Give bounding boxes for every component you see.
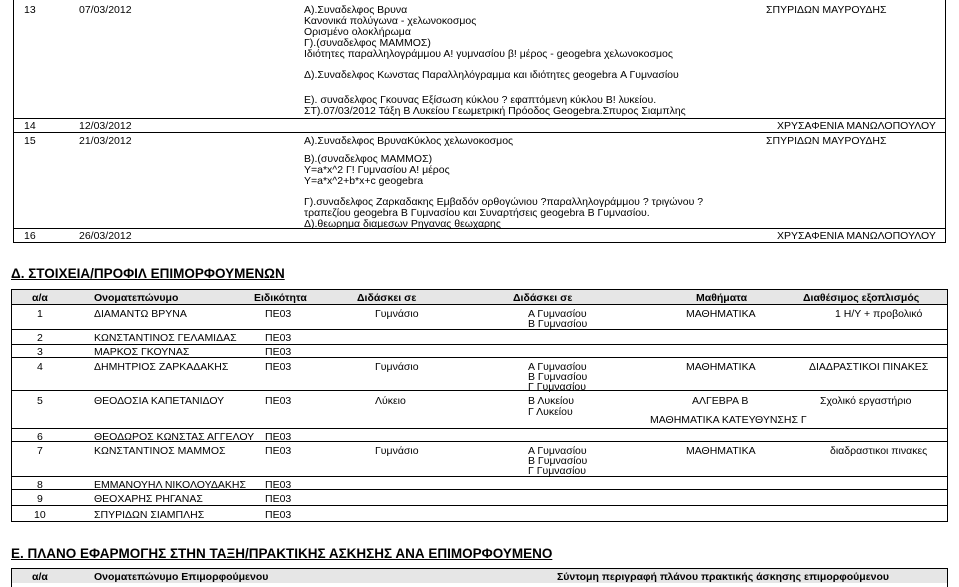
trainee-name: ΘΕΟΔΟΣΙΑ ΚΑΠΕΤΑΝΙΔΟΥ [94,395,225,407]
grid-line [11,568,12,587]
activity-line: Δ).θεωρημα διαμεσων Ρηγανας θεωχαρης [304,218,501,230]
trainee-name: ΚΩΝΣΤΑΝΤΙΝΟΣ ΓΕΛΑΜΙΔΑΣ [94,332,237,344]
trainee-name: ΜΑΡΚΟΣ ΓΚΟΥΝΑΣ [94,346,190,358]
trainee-name: ΣΠΥΡΙΔΩΝ ΣΙΑΜΠΛΗΣ [94,509,205,521]
specialty: ΠΕ03 [265,445,292,457]
activity-line: Y=a*x^2+b*x+c geogebra [304,175,424,187]
grid-line [11,521,948,522]
row-index: 1 [37,308,43,320]
trainee-name: ΔΙΑΜΑΝΤΩ ΒΡΥΝΑ [94,308,187,320]
teaches-level: Γυμνάσιο [375,445,419,457]
activity-line: Α).Συναδελφος Βρυνα [304,4,408,16]
specialty: ΠΕ03 [265,493,292,505]
course: ΜΑΘΗΜΑΤΙΚΑ [686,361,756,373]
teaches-level: Γυμνάσιο [375,361,419,373]
row-index: 4 [37,361,43,373]
activity-line: Y=a*x^2 Γ! Γυμνασίου Α! μέρος [304,164,450,176]
activity-line: Δ).Συναδελφος Κωνστας Παραλληλόγραμμα και ιδιότητες geogebra Α Γυμνασίου [304,69,679,81]
activity-line: ΣΤ).07/03/2012 Τάξη Β Λυκείου Γεωμετρική Πρόοδος Geogebra.Σπυρος Σιαμπλης [304,105,686,117]
specialty: ΠΕ03 [265,431,292,443]
activity-line: Ορισμένο ολοκλήρωμα [304,26,411,38]
grid-line [11,329,948,330]
section-e-title: Ε. ΠΛΑΝΟ ΕΦΑΡΜΟΓΗΣ ΣΤΗΝ ΤΑΞΗ/ΠΡΑΚΤΙΚΗΣ ΑΣΚΗΣΗΣ ΑΝΑ ΕΠΙΜΟΡΦΟΥΜΕΝΟ [11,546,553,561]
teaches-class: Α Γυμνασίου [528,361,587,373]
trainee-name: ΔΗΜΗΤΡΙΟΣ ΖΑΡΚΑΔΑΚΗΣ [94,361,229,373]
specialty: ΠΕ03 [265,479,292,491]
teaches-class: Β Λυκείου [528,395,574,407]
header-plan-description: Σύντομη περιγραφή πλάνου πρακτικής άσκησης επιμορφούμενου [557,571,890,583]
specialty: ΠΕ03 [265,308,292,320]
trainer-name: ΧΡΥΣΑΦΕΝΙΑ ΜΑΝΩΛΟΠΟΥΛΟΥ [777,120,936,132]
row-index: 2 [37,332,43,344]
trainer-name: ΣΠΥΡΙΔΩΝ ΜΑΥΡΟΥΔΗΣ [766,4,887,16]
course: ΜΑΘΗΜΑΤΙΚΑ [686,445,756,457]
grid-line [945,0,946,243]
specialty: ΠΕ03 [265,332,292,344]
grid-line [11,428,948,429]
grid-line [13,132,946,133]
header-aa: α/α [32,571,48,583]
course: ΑΛΓΕΒΡΑ Β [692,395,749,407]
equipment: διαδραστικοι πινακες [830,445,928,457]
row-index: 6 [37,431,43,443]
row-number: 13 [24,4,36,16]
grid-line [13,118,946,119]
teaches-class: Β Γυμνασίου [528,455,588,467]
grid-line [11,476,948,477]
activity-line: τραπεζίου geogebra Β Γυμνασίου και Συναρτήσεις geogebra Β Γυμνασίου. [304,207,650,219]
header-equipment: Διαθέσιμος εξοπλισμός [803,292,920,304]
activity-line: Ιδιότητες παραλληλογράμμου Α! γυμνασίου β! μέρος - geogebra χελωνοκοσμος [304,48,673,60]
trainee-name: ΚΩΝΣΤΑΝΤΙΝΟΣ ΜΑΜΜΟΣ [94,445,226,457]
specialty: ΠΕ03 [265,361,292,373]
grid-line [13,0,14,243]
row-date: 26/03/2012 [79,230,132,242]
row-index: 8 [37,479,43,491]
specialty: ΠΕ03 [265,509,292,521]
teaches-class: Α Γυμνασίου [528,445,587,457]
trainee-name: ΕΜΜΑΝΟΥΗΛ ΝΙΚΟΛΟΥΔΑΚΗΣ [94,479,246,491]
course: ΜΑΘΗΜΑΤΙΚΑ [686,308,756,320]
header-courses: Μαθήματα [696,292,748,304]
grid-line [11,505,948,506]
trainee-name: ΘΕΟΔΩΡΟΣ ΚΩΝΣΤΑΣ ΑΓΓΕΛΟΥ [94,431,255,443]
trainer-name: ΣΠΥΡΙΔΩΝ ΜΑΥΡΟΥΔΗΣ [766,135,887,147]
row-index: 5 [37,395,43,407]
header-teaches-class: Διδάσκει σε [513,292,573,304]
activity-line: Α).Συναδελφος ΒρυναΚύκλος χελωνοκοσμος [304,135,514,147]
activity-line: Κανονικά πολύγωνα - χελωνοκοσμος [304,15,477,27]
grid-line [11,344,948,345]
header-aa: α/α [32,292,48,304]
row-number: 15 [24,135,36,147]
grid-line [11,390,948,391]
header-teaches-level: Διδάσκει σε [357,292,417,304]
header-name: Ονοματεπώνυμο Επιμορφούμενου [94,571,269,583]
row-index: 9 [37,493,43,505]
trainer-name: ΧΡΥΣΑΦΕΝΙΑ ΜΑΝΩΛΟΠΟΥΛΟΥ [777,230,936,242]
trainee-name: ΘΕΟΧΑΡΗΣ ΡΗΓΑΝΑΣ [94,493,203,505]
grid-line [11,289,948,290]
row-date: 21/03/2012 [79,135,132,147]
header-specialty: Ειδικότητα [254,292,307,304]
teaches-class: Β Γυμνασίου [528,371,588,383]
equipment: 1 Η/Υ + προβολικό [835,308,923,320]
header-name: Ονοματεπώνυμο [94,292,179,304]
row-index: 7 [37,445,43,457]
teaches-class: Γ Γυμνασίου [528,465,586,477]
activity-line: Γ).(συναδελφος ΜΑΜΜΟΣ) [304,37,431,49]
course: ΜΑΘΗΜΑΤΙΚΑ ΚΑΤΕΥΘΥΝΣΗΣ Γ [650,414,807,426]
teaches-class: Β Γυμνασίου [528,318,588,330]
row-number: 16 [24,230,36,242]
equipment: ΔΙΑΔΡΑΣΤΙΚΟΙ ΠΙΝΑΚΕΣ [809,361,929,373]
grid-line [947,289,948,522]
row-date: 12/03/2012 [79,120,132,132]
grid-line [11,568,948,569]
grid-line [947,568,948,587]
row-index: 3 [37,346,43,358]
teaches-class: Α Γυμνασίου [528,308,587,320]
teaches-class: Γ Λυκείου [528,406,573,418]
equipment: Σχολικό εργαστήριο [820,395,912,407]
teaches-class: Γ Γυμνασίου [528,381,586,393]
teaches-level: Γυμνάσιο [375,308,419,320]
row-index: 10 [34,509,46,521]
section-d-title: Δ. ΣΤΟΙΧΕΙΑ/ΠΡΟΦΙΛ ΕΠΙΜΟΡΦΟΥΜΕΝΩΝ [11,266,285,281]
row-number: 14 [24,120,36,132]
specialty: ΠΕ03 [265,395,292,407]
teaches-level: Λύκειο [375,395,406,407]
grid-line [11,304,948,305]
grid-line [11,289,12,522]
grid-line [13,242,946,243]
activity-line: Β).(συναδελφος ΜΑΜΜΟΣ) [304,153,433,165]
specialty: ΠΕ03 [265,346,292,358]
activity-line: Ε). συναδελφος Γκουνας Εξίσωση κύκλου ? εφαπτόμενη κύκλου Β! λυκείου. [304,94,657,106]
activity-line: Γ).συναδελφος Ζαρκαδακης Εμβαδόν ορθογώνιου ?παραλληλογράμμου ? τριγώνου ? [304,196,704,208]
row-date: 07/03/2012 [79,4,132,16]
